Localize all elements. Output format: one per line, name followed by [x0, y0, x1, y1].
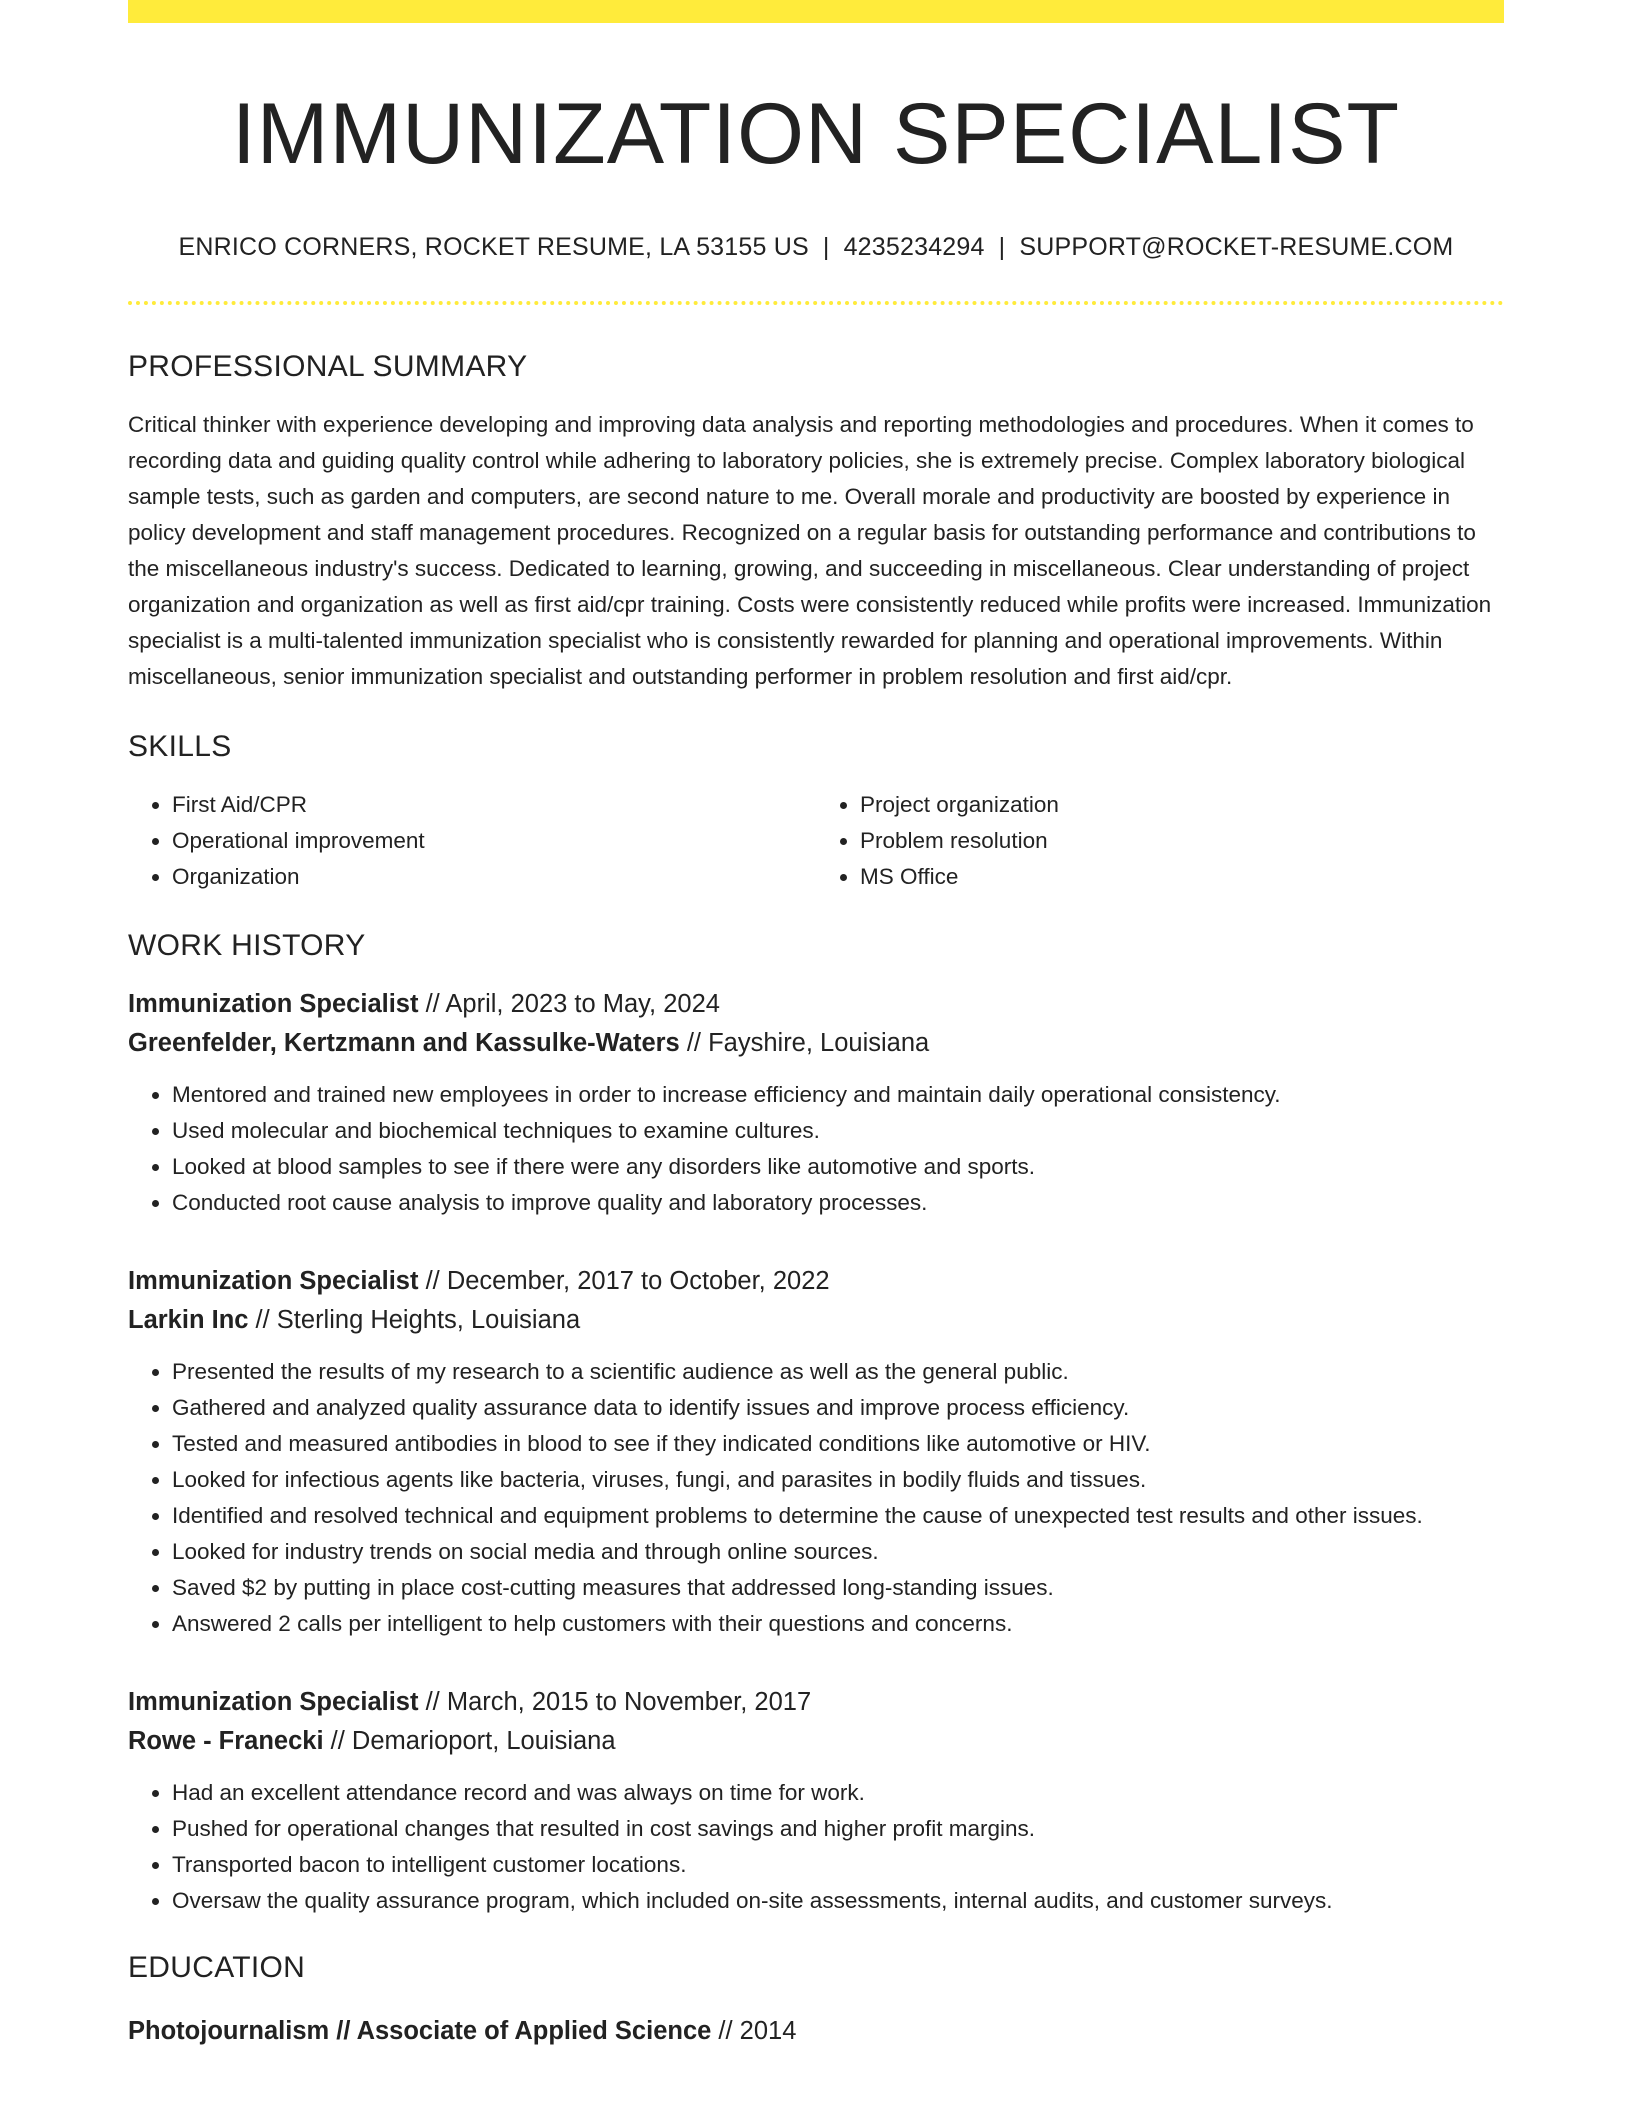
- job-company-line: [128, 1301, 1504, 1340]
- job-title-line: [128, 1683, 1504, 1722]
- skill-item: • Organization: [172, 859, 816, 895]
- job-duty: • Had an excellent attendance record and was always on time for work.: [172, 1775, 1504, 1811]
- contact-address: ENRICO CORNERS, ROCKET RESUME, LA 53155 US: [178, 233, 809, 262]
- job-dates: // December, 2017 to October, 2022: [418, 1267, 830, 1296]
- skill-item: • Project organization: [860, 787, 1504, 823]
- job-duty: • Conducted root cause analysis to improve quality and laboratory processes.: [172, 1185, 1504, 1221]
- skill-item: • Problem resolution: [860, 823, 1504, 859]
- job-role: Immunization Specialist: [128, 1688, 419, 1717]
- skill-item: • Operational improvement: [172, 823, 816, 859]
- job-company-line: [128, 1024, 1504, 1063]
- job-company: Larkin Inc: [128, 1306, 249, 1335]
- accent-top-bar: [128, 0, 1504, 23]
- summary-heading: PROFESSIONAL SUMMARY: [128, 350, 528, 384]
- job-entry: [128, 1262, 1504, 1642]
- page-title: IMMUNIZATION SPECIALIST: [231, 86, 1401, 182]
- education-heading: EDUCATION: [128, 1951, 306, 1985]
- job-duty: • Looked for industry trends on social media and through online sources.: [172, 1534, 1504, 1570]
- job-role: Immunization Specialist: [128, 990, 419, 1019]
- contact-phone: 4235234294: [843, 233, 985, 262]
- skill-item: • MS Office: [860, 859, 1504, 895]
- job-duty: • Presented the results of my research to a scientific audience as well as the general public.: [172, 1354, 1504, 1390]
- job-duty: • Tested and measured antibodies in blood to see if they indicated conditions like automotive or HIV.: [172, 1426, 1504, 1462]
- job-location: // Fayshire, Louisiana: [679, 1029, 930, 1058]
- job-duty: • Saved $2 by putting in place cost-cutting measures that addressed long-standing issues.: [172, 1570, 1504, 1606]
- job-role: Immunization Specialist: [128, 1267, 419, 1296]
- job-duty: • Pushed for operational changes that resulted in cost savings and higher profit margins.: [172, 1811, 1504, 1847]
- job-entry: [128, 985, 1504, 1221]
- job-company: Greenfelder, Kertzmann and Kassulke-Waters: [128, 1029, 680, 1058]
- summary-paragraph: Critical thinker with experience developing and improving data analysis and reporting methodologies and procedures. When it comes to recording data and guiding quality control while adhering to laboratory policies, she is extremely precise. Complex laboratory biological sample tests, such as garden and computers, are second nature to me. Overall morale and productivity are boosted by experience in policy development and staff management procedures. Recognized on a regular basis for outstanding performance and contributions to the miscellaneous industry's success. Dedicated to learning, growing, and succeeding in miscellaneous. Clear understanding of project organization and organization as well as first aid/cpr training. Costs were consistently reduced while profits were increased. Immunization specialist is a multi-talented immunization specialist who is consistently rewarded for planning and operational improvements. Within miscellaneous, senior immunization specialist and outstanding performer in problem resolution and first aid/cpr.: [128, 412, 1492, 690]
- education-degree: Photojournalism // Associate of Applied Science: [128, 2017, 712, 2046]
- skills-column-right: [816, 787, 1504, 895]
- education-year: // 2014: [711, 2017, 797, 2046]
- job-dates: // March, 2015 to November, 2017: [418, 1688, 812, 1717]
- resume-page: [128, 0, 1504, 2051]
- job-title-line: [128, 985, 1504, 1024]
- job-location: // Demarioport, Louisiana: [323, 1727, 616, 1756]
- contact-email[interactable]: SUPPORT@ROCKET-RESUME.COM: [1019, 233, 1454, 262]
- job-duty: • Mentored and trained new employees in order to increase efficiency and maintain daily operational consistency.: [172, 1077, 1504, 1113]
- contact-separator: |: [822, 233, 830, 262]
- job-duty: • Used molecular and biochemical techniques to examine cultures.: [172, 1113, 1504, 1149]
- skill-item: • First Aid/CPR: [172, 787, 816, 823]
- job-duties-list: [128, 1077, 1504, 1221]
- contact-line: [128, 232, 1504, 262]
- job-dates: // April, 2023 to May, 2024: [418, 990, 720, 1019]
- job-duties-list: [128, 1775, 1504, 1919]
- job-location: // Sterling Heights, Louisiana: [248, 1306, 581, 1335]
- skills-list: [128, 787, 1504, 895]
- skills-column-left: [128, 787, 816, 895]
- job-duty: • Looked at blood samples to see if there were any disorders like automotive and sports.: [172, 1149, 1504, 1185]
- job-duty: • Gathered and analyzed quality assurance data to identify issues and improve process efficiency.: [172, 1390, 1504, 1426]
- job-duty: • Answered 2 calls per intelligent to help customers with their questions and concerns.: [172, 1606, 1504, 1642]
- contact-separator: |: [998, 233, 1006, 262]
- job-duty: • Identified and resolved technical and equipment problems to determine the cause of unexpected test results and other issues.: [172, 1498, 1504, 1534]
- job-duty: • Transported bacon to intelligent customer locations.: [172, 1847, 1504, 1883]
- dotted-divider: [128, 301, 1504, 305]
- job-duty: • Looked for infectious agents like bacteria, viruses, fungi, and parasites in bodily fluids and tissues.: [172, 1462, 1504, 1498]
- education-entry: [128, 2012, 1504, 2051]
- job-company: Rowe - Franecki: [128, 1727, 324, 1756]
- job-entry: [128, 1683, 1504, 1919]
- job-duty: • Oversaw the quality assurance program, which included on-site assessments, internal audits, and customer surveys.: [172, 1883, 1504, 1919]
- job-company-line: [128, 1722, 1504, 1761]
- work-history-heading: WORK HISTORY: [128, 929, 366, 963]
- skills-heading: SKILLS: [128, 730, 232, 764]
- job-title-line: [128, 1262, 1504, 1301]
- job-duties-list: [128, 1354, 1504, 1642]
